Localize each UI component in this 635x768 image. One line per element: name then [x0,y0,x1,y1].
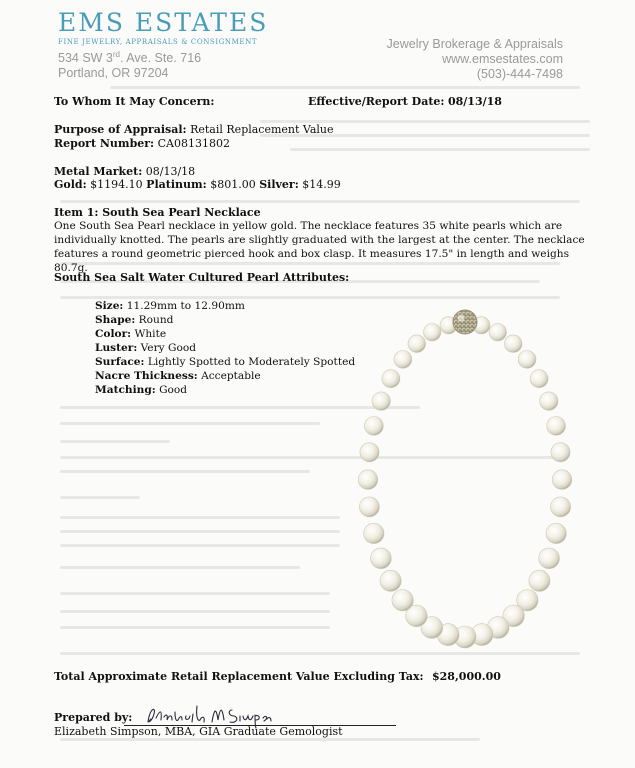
pearl-necklace-photo [330,300,600,660]
pearl [364,523,384,543]
appraiser-name: Elizabeth Simpson, MBA, GIA Graduate Gemologist [54,725,343,738]
attribute-color: Color: White [95,328,167,340]
prepared-by-label: Prepared by: [54,711,133,724]
attribute-surface: Surface: Lightly Spotted to Moderately Spotted [95,356,356,368]
pearl [359,497,379,517]
pearl [424,324,441,341]
pearl [408,335,426,353]
item-description: One South Sea Pearl necklace in yellow gold. The necklace features 35 white pearls which are individually knotted. The pearls are slightly graduated with the largest at the center. The necklace features a round geometric pierced hook and box clasp. It measures 17.5" in length and weighs 80.7g. [54,220,585,274]
company-tagline: FINE JEWELRY, APPRAISALS & CONSIGNMENT [58,38,258,46]
website: www.emsestates.com [442,52,563,66]
pearl [380,570,401,591]
pearl [358,470,378,490]
pearl [371,548,392,569]
city-address: Portland, OR 97204 [58,66,169,80]
pearl [551,443,570,462]
effective-date: Effective/Report Date: 08/13/18 [308,95,502,108]
report-number: Report Number: CA08131802 [54,137,230,150]
pearl [372,392,390,410]
pearl [392,590,413,611]
attribute-matching: Matching: Good [95,384,188,396]
pearl [365,417,384,436]
pearl [547,417,566,436]
total-label: Total Approximate Retail Replacement Value Excluding Tax: [54,670,424,683]
pearl-strand [358,317,572,648]
service-line: Jewelry Brokerage & Appraisals [386,37,563,51]
pearl [551,497,571,517]
metal-prices: Gold: $1194.10 Platinum: $801.00 Silver: $14.99 [54,178,341,191]
clasp [453,310,477,334]
metal-market: Metal Market: 08/13/18 [54,165,196,178]
company-logo: EMS ESTATES [58,8,269,37]
pearl [504,335,522,353]
attribute-shape: Shape: Round [95,314,174,326]
attributes-heading: South Sea Salt Water Cultured Pearl Attributes: [54,271,350,284]
attribute-size: Size: 11.29mm to 12.90mm [95,300,245,312]
attribute-nacre-thickness: Nacre Thickness: Acceptable [95,370,261,382]
total-value: $28,000.00 [432,670,501,683]
item-title: Item 1: South Sea Pearl Necklace [54,206,261,219]
phone-number: (503)-444-7498 [476,67,563,81]
pearl [529,570,550,591]
pearl [489,324,506,341]
pearl [518,351,536,369]
pearl [539,548,560,569]
pearl [540,392,558,410]
pearl [552,470,572,490]
pearl [394,351,412,369]
purpose-of-appraisal: Purpose of Appraisal: Retail Replacement Value [54,123,334,136]
street-address: 534 SW 3rd. Ave. Ste. 716 [58,50,202,66]
pearl [382,370,400,388]
pearl [360,443,379,462]
pearl [530,370,548,388]
pearl [546,523,566,543]
attribute-luster: Luster: Very Good [95,342,196,354]
salutation: To Whom It May Concern: [54,95,215,108]
